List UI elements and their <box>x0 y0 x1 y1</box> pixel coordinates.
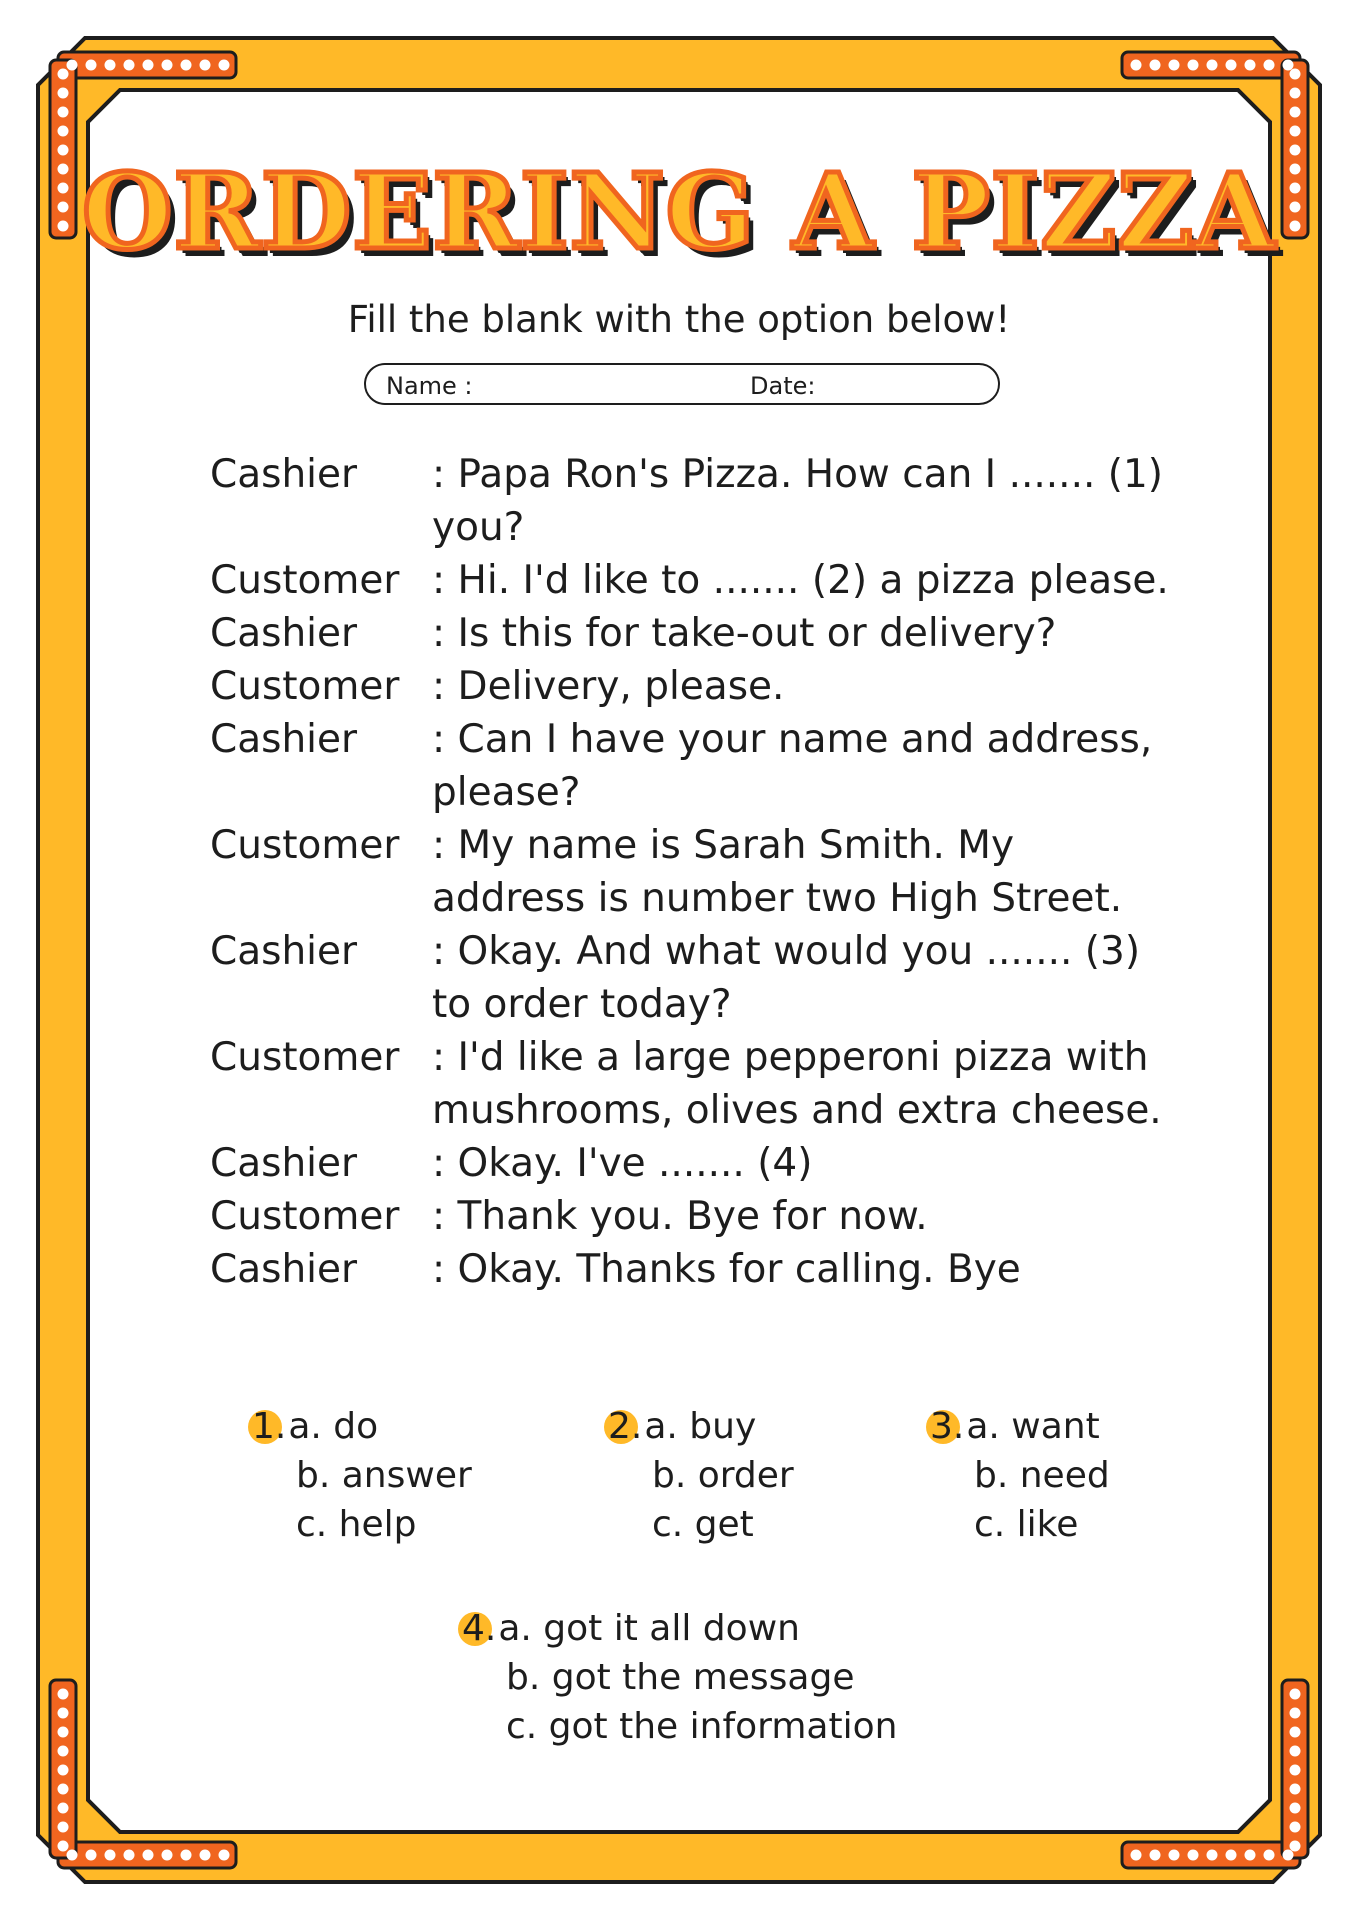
dialogue-text: : Okay. I've ....... (4) <box>432 1141 813 1186</box>
light-bulb <box>1283 1850 1294 1861</box>
light-bulb <box>1290 1765 1301 1776</box>
speaker-label: Customer <box>210 558 400 603</box>
dialogue-line <box>210 1031 1170 1137</box>
light-bulb <box>181 60 192 71</box>
option-text: b. got the message <box>506 1657 855 1698</box>
light-bulb <box>1264 1850 1275 1861</box>
dialogue-text: : Can I have your name and address, please? <box>432 717 1153 815</box>
light-bulb <box>181 1850 192 1861</box>
light-bulb <box>1188 60 1199 71</box>
option-text: a. buy <box>644 1406 757 1447</box>
option-text: c. got the information <box>506 1706 898 1747</box>
option-text: c. like <box>974 1504 1079 1545</box>
light-bulb <box>58 88 69 99</box>
name-label: Name : <box>386 372 473 400</box>
question-number-text: 2. <box>608 1406 643 1447</box>
light-bulb <box>1290 126 1301 137</box>
light-bulb <box>1290 69 1301 80</box>
name-date-box <box>364 363 1000 405</box>
light-bulb <box>1131 1850 1142 1861</box>
dialogue-text: : Delivery, please. <box>432 664 785 709</box>
light-bulb <box>58 69 69 80</box>
light-bulb <box>1290 1689 1301 1700</box>
option-line <box>930 1402 1110 1451</box>
light-bulb <box>1264 60 1275 71</box>
speaker-label: Customer <box>210 664 400 709</box>
dialogue-line <box>210 1190 1170 1243</box>
light-bulb <box>58 1689 69 1700</box>
light-bulb <box>58 107 69 118</box>
dialogue-text: : Hi. I'd like to ....... (2) a pizza please. <box>432 558 1169 603</box>
dialogue-line <box>210 448 1170 554</box>
light-bulb <box>143 1850 154 1861</box>
light-bulb <box>105 60 116 71</box>
instructions: Fill the blank with the option below! <box>347 298 1011 341</box>
question-1-options <box>252 1402 472 1549</box>
option-text: a. do <box>288 1406 379 1447</box>
light-bulb <box>58 1746 69 1757</box>
light-bulb <box>143 60 154 71</box>
light-bulb <box>1245 1850 1256 1861</box>
speaker-label: Cashier <box>210 1247 358 1292</box>
light-bulb <box>86 1850 97 1861</box>
light-bulb <box>1290 1746 1301 1757</box>
light-bulb <box>86 60 97 71</box>
light-bulb <box>58 1765 69 1776</box>
question-number <box>930 1402 964 1451</box>
light-bulb <box>1290 1784 1301 1795</box>
dialogue-line <box>210 925 1170 1031</box>
light-bulb <box>1290 107 1301 118</box>
light-bulb <box>58 1822 69 1833</box>
light-bulb <box>1207 1850 1218 1861</box>
light-bulb <box>1226 1850 1237 1861</box>
option-line <box>608 1402 794 1451</box>
dialogue-line <box>210 554 1170 607</box>
light-bulb <box>1290 1803 1301 1814</box>
light-bulb <box>1169 1850 1180 1861</box>
option-text: b. order <box>652 1455 794 1496</box>
light-bulb <box>1290 1727 1301 1738</box>
option-text: a. got it all down <box>498 1608 800 1649</box>
question-number-text: 1. <box>252 1406 287 1447</box>
light-bulb <box>1290 1822 1301 1833</box>
option-text: c. help <box>296 1504 417 1545</box>
option-line <box>252 1402 472 1451</box>
question-number-text: 3. <box>930 1406 965 1447</box>
light-bulb <box>200 60 211 71</box>
dialogue-text: : Thank you. Bye for now. <box>432 1194 928 1239</box>
date-label: Date: <box>750 372 816 400</box>
dialogue-line <box>210 1243 1170 1296</box>
light-bulb <box>124 60 135 71</box>
light-bulb <box>58 1708 69 1719</box>
light-bulb <box>1150 60 1161 71</box>
light-bulb <box>58 1803 69 1814</box>
light-bulb <box>162 60 173 71</box>
question-3-options <box>930 1402 1110 1549</box>
speaker-label: Cashier <box>210 717 358 762</box>
question-2-options <box>608 1402 794 1549</box>
light-bulb <box>58 1784 69 1795</box>
light-bulb <box>124 1850 135 1861</box>
light-bulb <box>200 1850 211 1861</box>
question-number <box>608 1402 642 1451</box>
speaker-label: Customer <box>210 1035 400 1080</box>
speaker-label: Customer <box>210 823 400 868</box>
question-number <box>462 1604 496 1653</box>
dialogue-text: : Papa Ron's Pizza. How can I ....... (1) you? <box>432 452 1164 550</box>
dialogue-line <box>210 819 1170 925</box>
dialogue-line <box>210 1137 1170 1190</box>
light-bulb <box>1150 1850 1161 1861</box>
dialogue-text: : My name is Sarah Smith. My address is number two High Street. <box>432 823 1123 921</box>
question-number-text: 4. <box>462 1608 497 1649</box>
light-bulb <box>219 1850 230 1861</box>
light-bulb <box>67 1850 78 1861</box>
light-bulb <box>1188 1850 1199 1861</box>
dialogue-text: : Okay. And what would you ....... (3) to order today? <box>432 929 1141 1027</box>
light-bulb <box>1131 60 1142 71</box>
dialogue-line <box>210 713 1170 819</box>
option-text: a. want <box>966 1406 1100 1447</box>
question-4-options <box>462 1604 897 1751</box>
option-text: c. get <box>652 1504 754 1545</box>
light-bulb <box>1290 1841 1301 1852</box>
speaker-label: Cashier <box>210 929 358 974</box>
dialogue <box>210 448 1170 1296</box>
light-bulb <box>58 1841 69 1852</box>
dialogue-text: : I'd like a large pepperoni pizza with mushrooms, olives and extra cheese. <box>432 1035 1162 1133</box>
light-bulb <box>1290 1708 1301 1719</box>
option-text: b. answer <box>296 1455 472 1496</box>
light-bulb <box>105 1850 116 1861</box>
question-number <box>252 1402 286 1451</box>
light-bulb <box>1169 60 1180 71</box>
option-text: b. need <box>974 1455 1110 1496</box>
light-bulb <box>162 1850 173 1861</box>
light-bulb <box>58 126 69 137</box>
option-line <box>462 1604 897 1653</box>
speaker-label: Cashier <box>210 1141 358 1186</box>
speaker-label: Customer <box>210 1194 400 1239</box>
dialogue-text: : Is this for take-out or delivery? <box>432 611 1057 656</box>
dialogue-line <box>210 660 1170 713</box>
light-bulb <box>1283 60 1294 71</box>
light-bulb <box>67 60 78 71</box>
page-title: ORDERING A PIZZA <box>82 150 1276 273</box>
light-bulb <box>1207 60 1218 71</box>
light-bulb <box>1226 60 1237 71</box>
dialogue-line <box>210 607 1170 660</box>
light-bulb <box>219 60 230 71</box>
speaker-label: Cashier <box>210 452 358 497</box>
light-bulb <box>1245 60 1256 71</box>
dialogue-text: : Okay. Thanks for calling. Bye <box>432 1247 1021 1292</box>
light-bulb <box>1290 88 1301 99</box>
speaker-label: Cashier <box>210 611 358 656</box>
light-bulb <box>58 1727 69 1738</box>
